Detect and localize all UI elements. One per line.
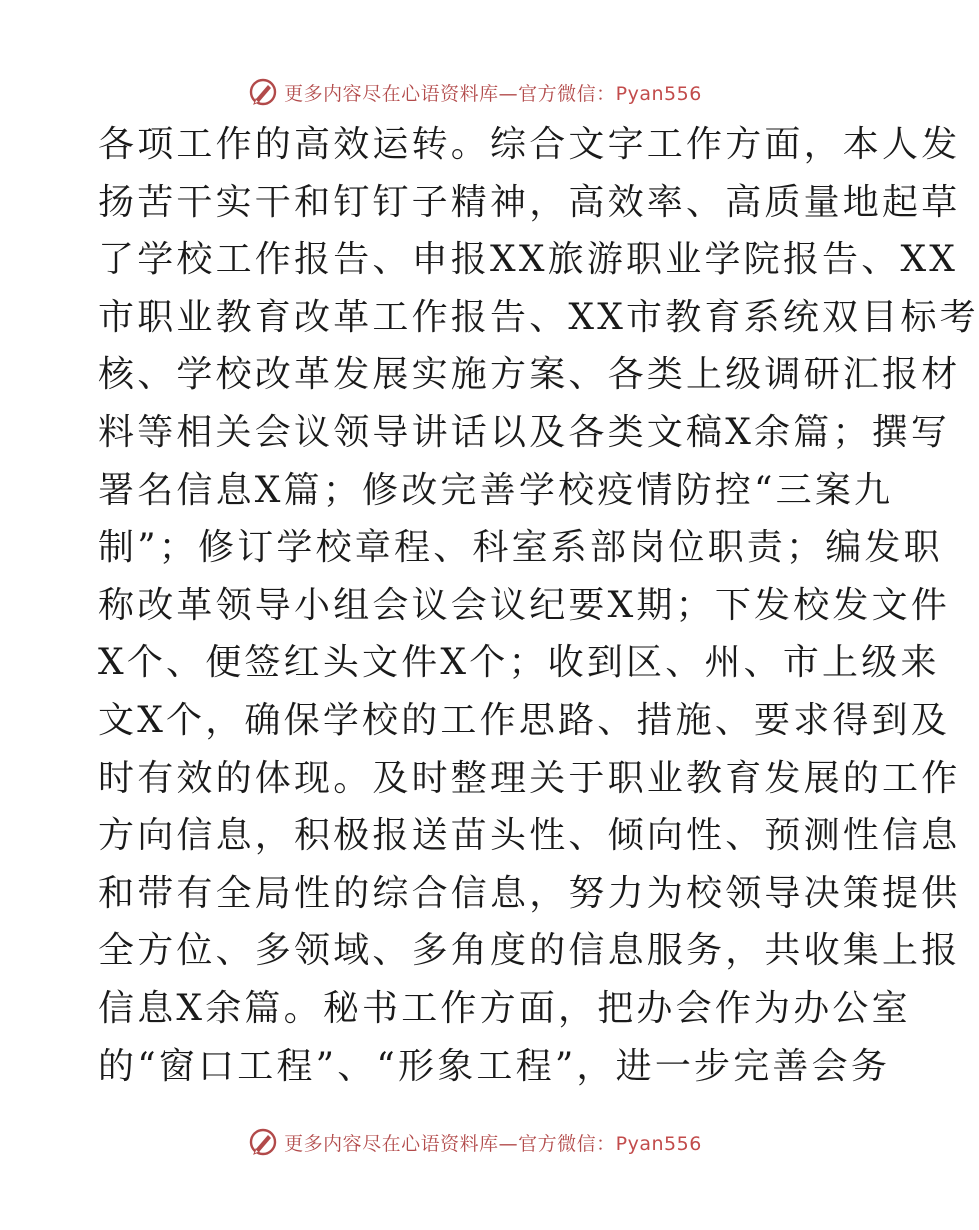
text-line: 全方位、多领域、多角度的信息服务，共收集上报 xyxy=(98,930,961,972)
watermark-text: 更多内容尽在心语资料库—官方微信：Pyan556 xyxy=(284,1132,702,1155)
text-line: X个、便签红头文件X个；收到区、州、市上级来 xyxy=(98,642,940,684)
text-line: 市职业教育改革工作报告、XX市教育系统双目标考 xyxy=(98,296,979,338)
text-line: 时有效的体现。及时整理关于职业教育发展的工作 xyxy=(98,757,961,799)
text-line: 文X个，确保学校的工作思路、措施、要求得到及 xyxy=(98,699,951,741)
text-line: 称改革领导小组会议会议纪要X期；下发校发文件 xyxy=(98,584,951,626)
header-watermark xyxy=(0,72,950,112)
text-line: 方向信息，积极报送苗头性、倾向性、预测性信息 xyxy=(98,815,961,857)
text-line: 了学校工作报告、申报XX旅游职业学院报告、XX xyxy=(98,239,959,281)
watermark-text: 更多内容尽在心语资料库—官方微信：Pyan556 xyxy=(284,82,702,105)
text-line: 制”；修订学校章程、科室系部岗位职责；编发职 xyxy=(98,527,943,569)
text-line: 和带有全局性的综合信息，努力为校领导决策提供 xyxy=(98,872,961,914)
text-line: 的“窗口工程”、“形象工程”，进一步完善会务 xyxy=(98,1045,891,1087)
text-line: 料等相关会议领导讲话以及各类文稿X余篇；撰写 xyxy=(98,411,951,453)
text-line: 署名信息X篇；修改完善学校疫情防控“三案九 xyxy=(98,469,894,511)
text-line: 各项工作的高效运转。综合文字工作方面，本人发 xyxy=(98,124,961,165)
document-body xyxy=(98,116,979,1095)
pen-logo-icon xyxy=(248,1127,278,1157)
text-line: 扬苦干实干和钉钉子精神，高效率、高质量地起草 xyxy=(98,181,961,223)
text-line: 信息X余篇。秘书工作方面，把办会作为办公室 xyxy=(98,987,911,1029)
text-line: 核、学校改革发展实施方案、各类上级调研汇报材 xyxy=(98,354,961,396)
pen-logo-icon xyxy=(248,77,278,107)
footer-watermark xyxy=(0,1122,950,1162)
